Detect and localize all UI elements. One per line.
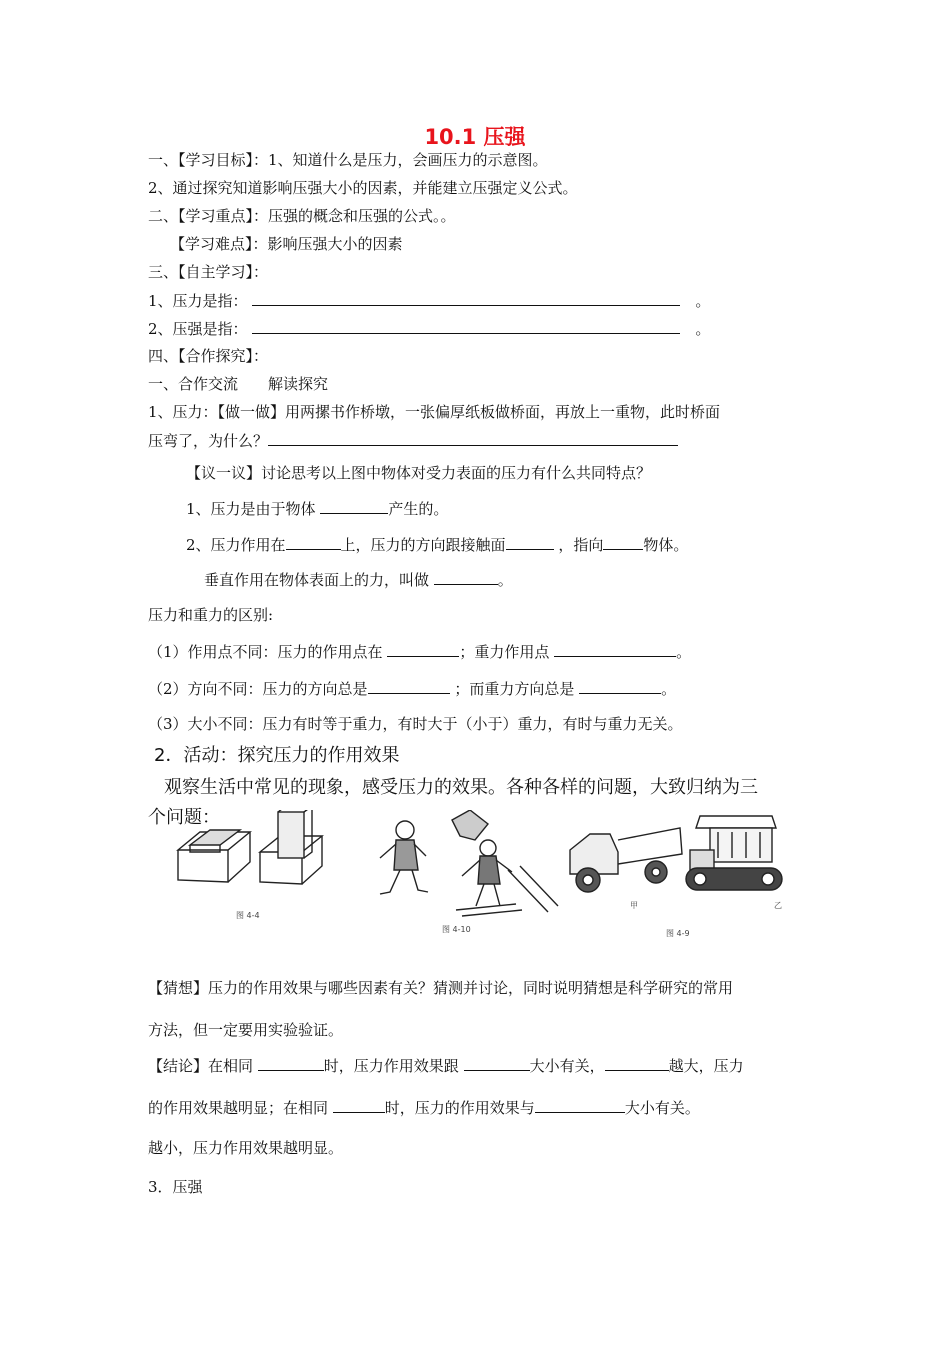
self-study-q2: 2、压强是指： 。 xyxy=(148,320,711,338)
figure-caption: 图 4-9 xyxy=(666,929,690,938)
activity-text-2: 个问题： xyxy=(148,807,220,828)
blank[interactable] xyxy=(252,290,680,306)
blank[interactable] xyxy=(554,641,676,657)
guess-line-1: 【猜想】压力的作用效果与哪些因素有关？猜测并讨论，同时说明猜想是科学研究的常用 xyxy=(148,979,734,997)
figure-caption: 图 4-10 xyxy=(442,925,471,934)
truck-and-tractor-figure xyxy=(570,816,782,892)
blank[interactable] xyxy=(286,534,341,550)
blank[interactable] xyxy=(464,1055,530,1071)
diff-line-3: （3）大小不同：压力有时等于重力，有时大于（小于）重力，有时与重力无关。 xyxy=(148,715,683,733)
conclusion-line-3: 越小，压力作用效果越明显。 xyxy=(148,1139,344,1157)
blank[interactable] xyxy=(258,1055,324,1071)
conclusion-line-2: 的作用效果越明显；在相同 时，压力的作用效果与 大小有关。 xyxy=(148,1099,700,1117)
figure-caption: 甲 xyxy=(630,901,638,910)
blank[interactable] xyxy=(535,1097,625,1113)
diff-line-2: （2）方向不同：压力的方向总是 ；而重力方向总是 。 xyxy=(148,680,677,698)
blank[interactable] xyxy=(387,641,459,657)
discuss-line: 【议一议】讨论思考以上图中物体对受力表面的压力有什么共同特点？ xyxy=(186,464,652,482)
conclusion-line-1: 【结论】在相同 时，压力作用效果跟 大小有关， 越大，压力 xyxy=(148,1057,744,1075)
blank[interactable] xyxy=(268,430,678,446)
pressure-definition: 垂直作用在物体表面上的力，叫做 。 xyxy=(204,571,513,589)
coop-sub: 一、合作交流 解读探究 xyxy=(148,375,329,393)
pressure-line-1: 1、压力：【做一做】用两摞书作桥墩，一张偏厚纸板做桥面，再放上一重物，此时桥面 xyxy=(148,403,721,421)
page-title: 10.1 压强 xyxy=(424,125,526,149)
pressure-point-2: 2、压力作用在 上，压力的方向跟接触面 ，指向 物体。 xyxy=(186,536,689,554)
brick-on-sponge-figure xyxy=(178,810,322,884)
section-3-heading: 3．压强 xyxy=(148,1178,203,1196)
difficulty-line: 【学习难点】：影响压强大小的因素 xyxy=(170,235,403,253)
activity-text-1: 观察生活中常见的现象，感受压力的效果。各种各样的问题，大致归纳为三 xyxy=(164,777,758,798)
focus-line: 二、【学习重点】：压强的概念和压强的公式。。 xyxy=(148,207,456,225)
coop-heading: 四、【合作探究】： xyxy=(148,347,269,365)
self-study-q1: 1、压力是指： 。 xyxy=(148,292,711,310)
walker-and-skier-figure xyxy=(380,810,558,916)
blank[interactable] xyxy=(579,678,661,694)
diff-heading: 压力和重力的区别: xyxy=(148,606,274,624)
diff-line-1: （1）作用点不同：压力的作用点在 ；重力作用点 。 xyxy=(148,643,692,661)
blank[interactable] xyxy=(320,498,388,514)
pressure-line-2: 压弯了，为什么？ xyxy=(148,430,678,451)
blank[interactable] xyxy=(506,534,554,550)
blank[interactable] xyxy=(434,569,498,585)
blank[interactable] xyxy=(333,1097,385,1113)
pressure-point-1: 1、压力是由于物体 产生的。 xyxy=(186,500,449,518)
goal-line-2: 2、通过探究知道影响压强大小的因素，并能建立压强定义公式。 xyxy=(148,179,578,197)
activity-heading: 2．活动：探究压力的作用效果 xyxy=(154,745,400,766)
blank[interactable] xyxy=(252,318,680,334)
figure-strip xyxy=(170,810,800,945)
pressure-illustrations xyxy=(170,810,800,945)
figure-caption: 图 4-4 xyxy=(236,911,260,920)
figure-caption: 乙 xyxy=(774,901,782,910)
goal-line-1: 一、【学习目标】：1、知道什么是压力，会画压力的示意图。 xyxy=(148,151,548,169)
blank[interactable] xyxy=(603,534,643,550)
blank[interactable] xyxy=(605,1055,669,1071)
self-study-heading: 三、【自主学习】： xyxy=(148,263,269,281)
guess-line-2: 方法，但一定要用实验验证。 xyxy=(148,1021,344,1039)
blank[interactable] xyxy=(368,678,450,694)
